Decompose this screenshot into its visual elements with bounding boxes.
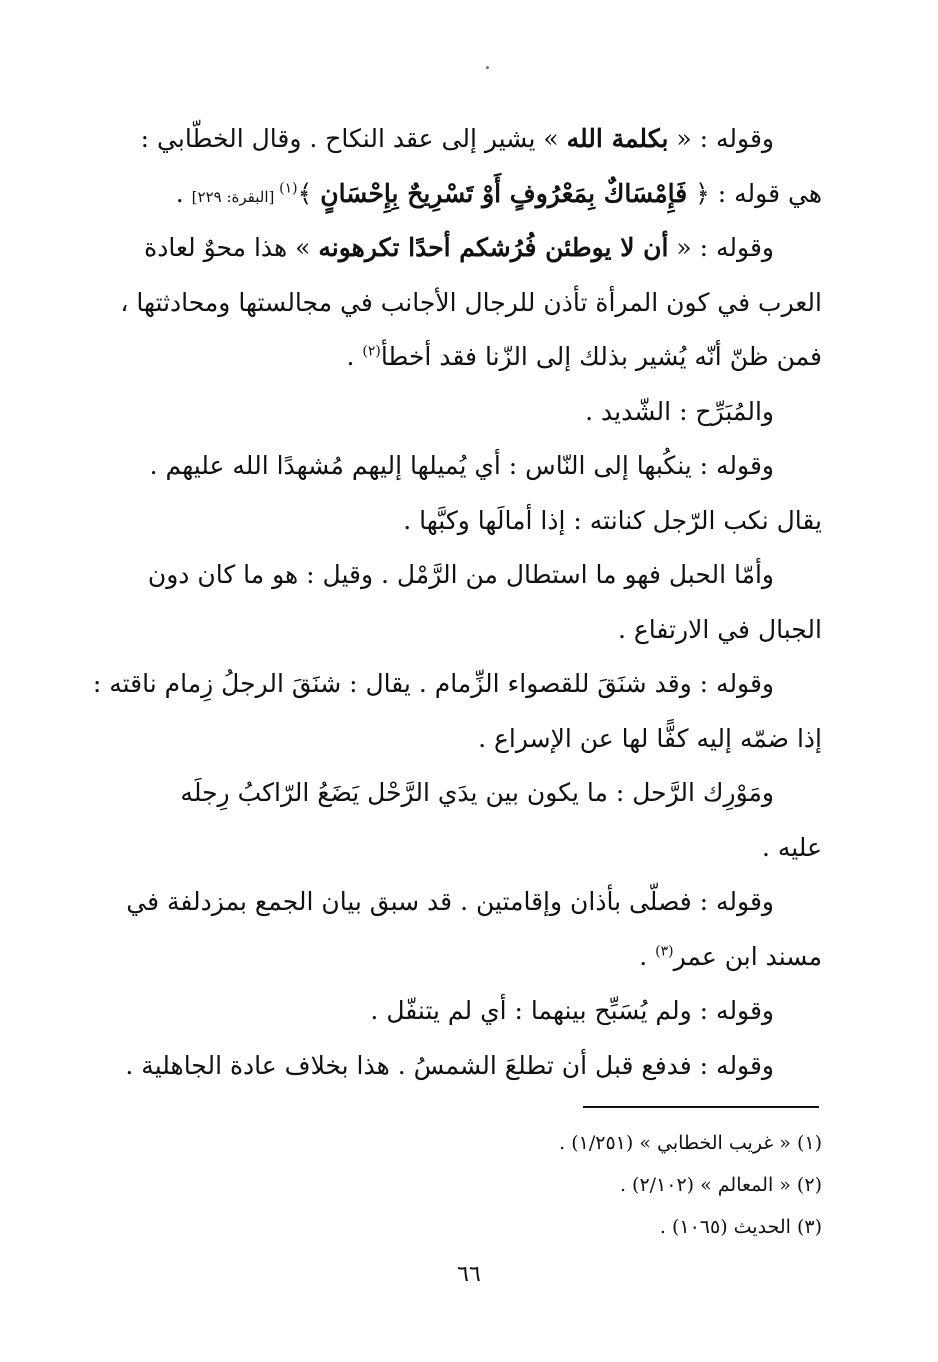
text-line [82, 766, 822, 821]
line-text: وقوله : « [668, 124, 774, 153]
line-text: » هذا محوٌ لعادة [144, 233, 319, 262]
line-text: وأمّا الحبل فهو ما استطال من الرَّمْل . وقيل : هو ما كان دون [147, 560, 774, 589]
footnote-1: (١) « غريب الخطابي » (١/٢٥١) . [559, 1132, 822, 1154]
line-text: » يشير إلى عقد النكاح . وقال الخطّابي : [140, 124, 567, 153]
footnote-marker: (٣) [655, 943, 674, 960]
text-line [82, 712, 822, 767]
footnotes [82, 1122, 822, 1248]
line-text: والمُبَرِّح : الشّديد . [585, 396, 774, 426]
line-text: العرب في كون المرأة تأذن للرجال الأجانب في مجالستها ومحادثتها ، [120, 287, 822, 317]
text-line [82, 984, 822, 1039]
text-line [82, 439, 822, 494]
text-line [82, 385, 822, 440]
footnote-separator [583, 1106, 819, 1108]
line-text: . [346, 342, 363, 371]
text-line [82, 1039, 822, 1094]
page-number: ٦٦ [457, 1262, 481, 1287]
line-text: مسند ابن عمر [673, 941, 822, 971]
line-text: وقوله : فدفع قبل أن تطلعَ الشمسُ . هذا بخلاف عادة الجاهلية . [125, 1050, 774, 1080]
line-text: الجبال في الارتفاع . [617, 614, 822, 644]
text-line [82, 167, 822, 222]
text-line [82, 330, 822, 385]
line-text: يقال نكب الرّجل كنانته : إذا أمالَها وكبَّها . [403, 505, 822, 535]
text-line [82, 875, 822, 930]
text-line [82, 494, 822, 549]
text-line [82, 657, 822, 712]
text-line [82, 276, 822, 331]
hadith-quote: بكلمة الله [566, 124, 669, 153]
line-text: . [639, 941, 656, 971]
footnote-marker: (٢) [362, 343, 381, 360]
line-text: عليه . [761, 832, 822, 862]
scan-speck [486, 66, 489, 69]
line-text: وقوله : « [668, 233, 774, 262]
text-line [82, 821, 822, 876]
line-text: هي قوله : ﴿ [687, 178, 822, 208]
footnote-3: (٣) الحديث (١٠٦٥) . [659, 1216, 822, 1238]
line-text: وقوله : فصلّى بأذان وإقامتين . قد سبق بيان الجمع بمزدلفة في [126, 887, 774, 916]
hadith-quote: أن لا يوطئن فُرُشكم أحدًا تكرهونه [318, 233, 669, 262]
footnote-marker: (١) [279, 180, 298, 197]
text-line [82, 112, 822, 167]
line-text: وقوله : ينكُبها إلى النّاس : أي يُميلها إليهم مُشهدًا الله عليهم . [149, 451, 774, 480]
text-line [82, 603, 822, 658]
text-line [82, 221, 822, 276]
line-text: ومَوْرِك الرَّحل : ما يكون بين يدَي الرَّحْل يَضَعُ الرّاكبُ رِجلَه [180, 778, 774, 807]
main-text [82, 112, 822, 1093]
line-text: إذا ضمّه إليه كفًّا لها عن الإسراع . [478, 723, 822, 753]
line-text: . [175, 178, 192, 208]
line-text: فمن ظنّ أنّه يُشير بذلك إلى الزّنا فقد أخطأ [380, 342, 822, 371]
text-line [82, 548, 822, 603]
line-text: وقوله : ولم يُسَبِّح بينهما : أي لم يتنفّل . [370, 996, 774, 1025]
text-line [82, 930, 822, 985]
quran-reference: [البقرة: ٢٢٩] [191, 187, 280, 206]
line-text: وقوله : وقد شنَقَ للقصواء الزِّمام . يقال : شنَقَ الرجلُ زِمام ناقته : [92, 669, 774, 698]
footnote-2: (٢) « المعالم » (٢/١٠٢) . [619, 1174, 822, 1196]
quran-verse: فَإِمْسَاكٌ بِمَعْرُوفٍ أَوْ تَسْرِيحٌ بِإِحْسَانٍ [320, 178, 688, 208]
line-text: ﴾ [297, 178, 321, 208]
